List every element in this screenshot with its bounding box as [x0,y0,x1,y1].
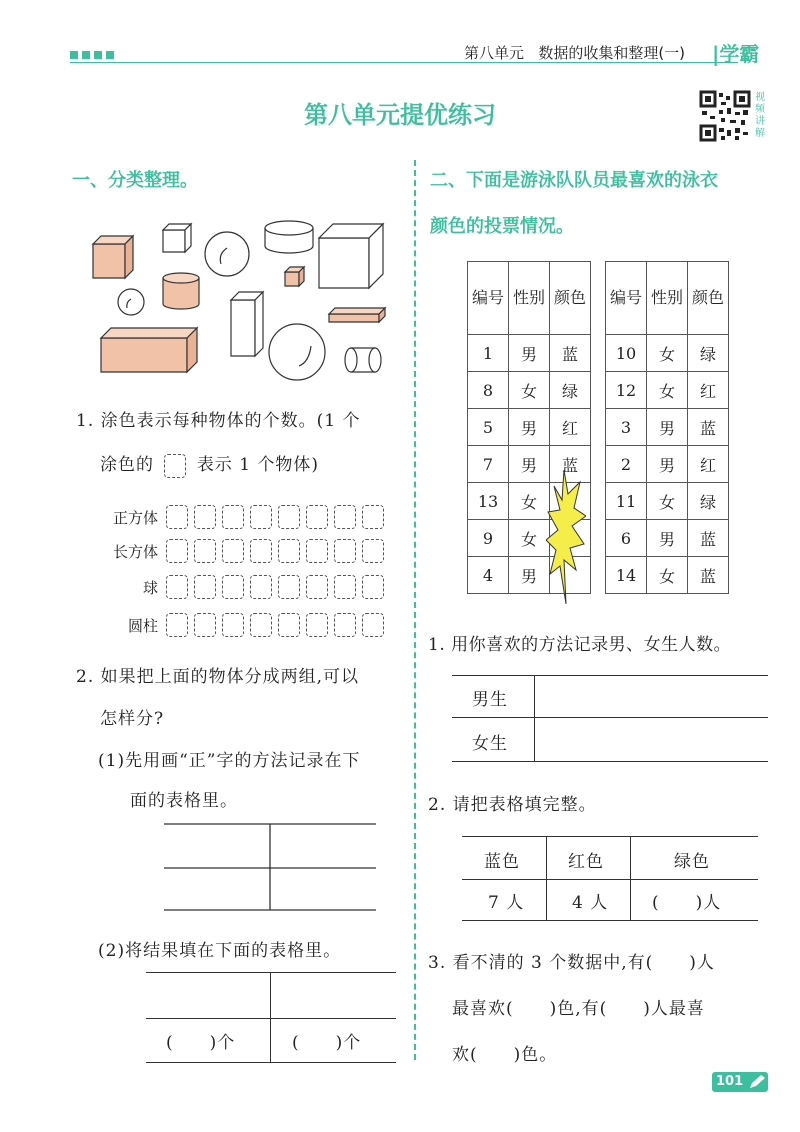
page-number-badge [712,1072,768,1092]
tally-table[interactable] [164,822,378,914]
cylinder-shape [265,221,313,253]
vote-table-wrap [467,261,729,594]
vote-cell: 蓝 [688,557,729,594]
sphere-shape [269,324,325,380]
color-box[interactable] [166,505,188,529]
vote-cell: 2 [606,446,647,483]
vote-cell: 4 [468,557,509,594]
header-square [94,51,102,59]
header-cell: 颜色 [550,262,591,335]
legend-box [164,454,186,478]
vote-row [468,372,729,409]
color-box[interactable] [334,505,356,529]
coloring-grid [102,500,390,644]
cube-shape [285,267,304,286]
vote-cell: 3 [606,409,647,446]
section2-heading: 二、下面是游泳队队员最喜欢的泳衣 [430,170,718,191]
vote-cell: 蓝 [688,409,729,446]
vote-cell: 女 [509,483,550,520]
header-square [106,51,114,59]
color-header-red: 红色 [568,852,604,872]
header-cell: 性别 [647,262,688,335]
header-square [70,51,78,59]
vote-table [467,261,729,594]
solids-illustration [85,212,405,392]
vote-cell: 12 [606,372,647,409]
qr-caption: 视频讲解 [755,92,765,139]
page-title: 第八单元提优练习 [304,101,496,129]
qr-code[interactable] [699,90,751,142]
vote-cell: 女 [647,372,688,409]
color-box[interactable] [334,539,356,563]
color-box[interactable] [306,505,328,529]
vote-cell: 男 [509,335,550,372]
pencil-icon [748,1074,766,1090]
vote-cell: 蓝 [688,520,729,557]
question-1-2-sub1: (1)先用画“正”字的方法记录在下 [98,751,361,771]
vote-row [468,446,729,483]
vote-cell: 5 [468,409,509,446]
vote-cell: 9 [468,520,509,557]
color-header-green: 绿色 [674,852,710,872]
color-box[interactable] [222,505,244,529]
grid-row-sphere: 球 [102,568,390,606]
vote-cell: 红 [550,409,591,446]
vote-cell: 7 [468,446,509,483]
sphere-shape [118,289,144,315]
color-box[interactable] [362,505,384,529]
color-box[interactable] [278,575,300,599]
gender-label-male: 男生 [472,690,508,710]
vote-cell: 女 [647,483,688,520]
color-box[interactable] [250,539,272,563]
color-box[interactable] [222,613,244,637]
cylinder-shape [163,273,199,309]
question-1-2-sub1-cont: 面的表格里。 [130,791,238,811]
vote-row [468,483,729,520]
question-2-3-cont: 最喜欢( )色,有( )人最喜 [452,999,705,1019]
color-box[interactable] [306,613,328,637]
result-table[interactable] [146,972,398,1064]
header-square [82,51,90,59]
vote-row [468,335,729,372]
header-cell: 性别 [509,262,550,335]
color-box[interactable] [194,575,216,599]
vote-row [468,409,729,446]
vote-cell: 红 [688,372,729,409]
vote-cell: 女 [509,372,550,409]
cuboid-shape [231,292,263,356]
question-1-2-cont: 怎样分? [100,709,165,729]
question-2-1: 1. 用你喜欢的方法记录男、女生人数。 [428,635,732,655]
color-box[interactable] [166,613,188,637]
vote-cell: 蓝 [550,335,591,372]
color-value-green[interactable]: ( )人 [652,893,722,913]
vote-cell: 蓝 [550,446,591,483]
brand-logo: |学霸 [712,42,760,66]
color-box[interactable] [334,613,356,637]
question-1-1: 1. 涂色表示每种物体的个数。(1 个 [76,411,361,431]
color-box[interactable] [306,539,328,563]
question-1-1-cont: 涂色的 表示 1 个物体) [100,450,319,478]
vote-cell: 13 [468,483,509,520]
color-box[interactable] [194,539,216,563]
color-box[interactable] [166,539,188,563]
grid-row-cylinder: 圆柱 [102,606,390,644]
header-cell: 颜色 [688,262,729,335]
section2-heading-cont: 颜色的投票情况。 [430,216,574,237]
color-box[interactable] [362,613,384,637]
cube-shape [163,224,191,252]
question-2-3-cont2: 欢( )色。 [452,1045,558,1065]
ink-splash [546,470,586,604]
vote-cell: 10 [606,335,647,372]
gender-label-female: 女生 [472,734,508,754]
grid-row-cuboid: 长方体 [102,534,390,568]
question-1-2-sub2: (2)将结果填在下面的表格里。 [98,941,342,961]
color-box[interactable] [278,613,300,637]
color-box[interactable] [166,575,188,599]
color-box[interactable] [222,539,244,563]
vote-cell: 红 [688,446,729,483]
question-2-2: 2. 请把表格填完整。 [428,795,597,815]
color-box[interactable] [362,575,384,599]
cube-shape [93,236,133,278]
result-cell[interactable]: ( )个 [292,1033,362,1053]
color-count-table[interactable] [462,836,758,922]
color-value-red: 4 人 [572,893,609,913]
page-number: 101 [716,1074,744,1089]
cylinder-shape [345,348,381,372]
vote-cell: 1 [468,335,509,372]
vote-row [468,557,729,594]
color-box[interactable] [362,539,384,563]
section1-heading: 一、分类整理。 [72,170,198,191]
vote-cell: 绿 [688,483,729,520]
header-cell: 编号 [606,262,647,335]
vote-cell: 男 [647,520,688,557]
question-2-3: 3. 看不清的 3 个数据中,有( )人 [428,953,715,973]
header-chapter: 第八单元 数据的收集和整理(一) [464,44,686,62]
color-box[interactable] [222,575,244,599]
result-cell[interactable]: ( )个 [166,1033,236,1053]
color-box[interactable] [306,575,328,599]
vote-cell: 女 [647,557,688,594]
vote-cell: 男 [509,409,550,446]
cuboid-shape [101,328,197,372]
vote-row [468,520,729,557]
vote-cell: 11 [606,483,647,520]
vote-cell: 女 [647,335,688,372]
color-box[interactable] [250,613,272,637]
color-box[interactable] [194,505,216,529]
color-box[interactable] [250,575,272,599]
gender-table[interactable] [452,675,768,763]
sphere-shape [205,232,249,276]
vote-header-row [468,262,729,335]
vote-cell: 绿 [550,372,591,409]
vote-cell: 男 [647,446,688,483]
color-box[interactable] [250,505,272,529]
vote-cell: 女 [509,520,550,557]
vote-cell: 男 [509,446,550,483]
header-cell: 编号 [468,262,509,335]
vote-cell: 6 [606,520,647,557]
cube-shape [319,224,383,288]
color-box[interactable] [278,505,300,529]
color-value-blue: 7 人 [488,893,525,913]
color-box[interactable] [278,539,300,563]
grid-row-cube: 正方体 [102,500,390,534]
color-header-blue: 蓝色 [484,852,520,872]
vote-cell: 男 [647,409,688,446]
vote-cell: 14 [606,557,647,594]
vote-cell: 男 [509,557,550,594]
vote-cell: 绿 [688,335,729,372]
cuboid-shape [329,308,385,322]
color-box[interactable] [194,613,216,637]
vote-cell: 8 [468,372,509,409]
question-1-2: 2. 如果把上面的物体分成两组,可以 [76,667,360,687]
color-box[interactable] [334,575,356,599]
column-divider [414,160,416,1060]
